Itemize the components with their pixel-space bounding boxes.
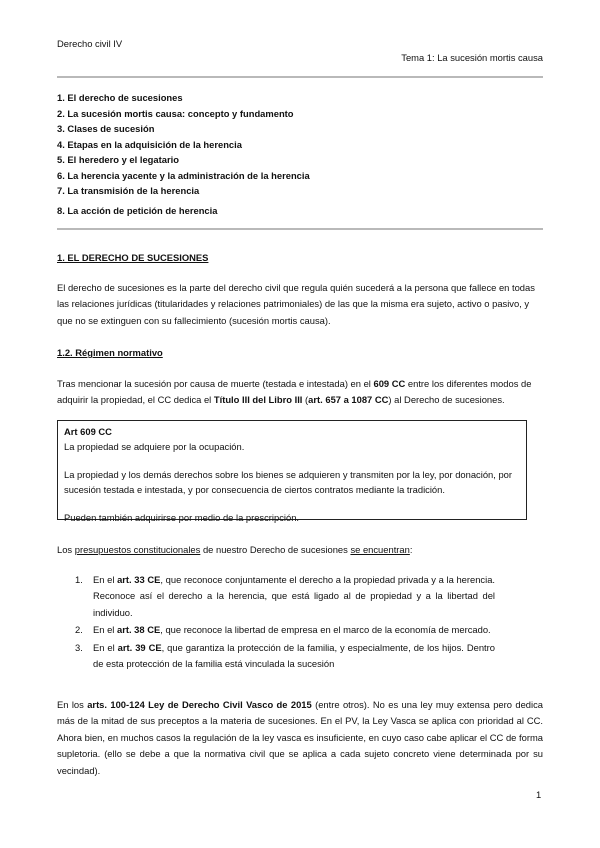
text-run: Tras mencionar la sucesión por causa de muerte (testada e intestada) en el (57, 378, 374, 389)
text-run-bold: Título III del Libro III (213, 394, 303, 406)
text-run: En el (93, 574, 118, 585)
text-run-bold: 609 CC (373, 378, 406, 389)
text-run: Los (57, 544, 75, 555)
subsection-heading: 1.2. Régimen normativo (57, 347, 163, 358)
list-item (75, 622, 495, 638)
quote-title: Art 609 CC (64, 426, 112, 437)
toc-item: 6. La herencia yacente y la administración de la herencia (57, 170, 310, 181)
divider-toc (57, 228, 543, 230)
topic-title: Tema 1: La sucesión mortis causa (401, 52, 543, 63)
text-run-bold: arts. 100-124 Ley de Derecho Civil Vasco de 2015 (87, 699, 312, 710)
text-run-bold: art. 39 CE (117, 641, 162, 653)
text-run: entre los diferentes modos de adquirir la propiedad, el CC dedica el (57, 378, 532, 406)
text-run: (entre otros). No es una ley muy extensa pero dedica más de la mitad de sus preceptos a la materia de sucesiones. En el PV, la Ley Vasca se aplica con prioridad al CC. Ahora bien, en muchos casos la regulación de la ley vasca es insuficiente, en cuyo caso cabe aplicar el CC de forma supletoria. (ello se debe a que la normativa civil que se aplica a cada sujeto concreto viene determinada por su vecindad). (57, 699, 543, 776)
constitutional-list (75, 572, 495, 672)
final-paragraph (57, 697, 543, 779)
course-title: Derecho civil IV (57, 38, 123, 49)
text-run: , que reconoce conjuntamente el derecho a la propiedad privada y a la herencia. Reconoce así el derecho a la herencia, que está ligado al de propiedad y a la libertad del individuo. (93, 574, 496, 618)
quote-line: La propiedad y los demás derechos sobre los bienes se adquieren y transmiten por la ley, por donación, por sucesión testada e intestada, y por consecuencia de ciertos contratos mediante la tradición. (64, 469, 513, 495)
section-paragraph: El derecho de sucesiones es la parte del derecho civil que regula quién sucederá a la persona que fallece en todas las relaciones jurídicas (titularidades y relaciones patrimoniales) de las que la misma era sujeto, activo o pasivo, y que no se extinguen con su fallecimiento (sucesión mortis causa). (57, 282, 535, 326)
text-run: ) al Derecho de sucesiones. (388, 394, 505, 406)
toc-item: 4. Etapas en la adquisición de la herencia (57, 139, 242, 150)
divider-top (57, 76, 543, 78)
toc-item: 8. La acción de petición de herencia (57, 205, 218, 216)
presupuestos-intro (57, 544, 412, 555)
section-heading: 1. EL DERECHO DE SUCESIONES (57, 252, 209, 263)
quote-line: Pueden también adquirirse por medio de la prescripción. (64, 512, 300, 523)
text-run-underlined: presupuestos constitucionales (74, 544, 201, 555)
text-run: En el (93, 624, 117, 636)
toc-item: 1. El derecho de sucesiones (57, 92, 183, 103)
toc-item: 5. El heredero y el legatario (57, 154, 179, 165)
text-run-bold: art. 33 CE (117, 574, 161, 585)
toc-item: 7. La transmisión de la herencia (57, 185, 200, 196)
text-run: de nuestro Derecho de sucesiones (200, 544, 351, 555)
list-item (75, 640, 495, 673)
list-item (75, 572, 495, 621)
page-number: 1 (536, 789, 542, 800)
text-run: : (409, 544, 413, 555)
regimen-paragraph (57, 376, 543, 409)
text-run: En el (93, 641, 118, 653)
text-run-underlined: se encuentran (350, 544, 410, 555)
toc-item: 3. Clases de sucesión (57, 123, 155, 134)
quote-line: La propiedad se adquiere por la ocupación. (64, 440, 245, 452)
list-number: 2. (75, 624, 83, 636)
text-run: En los (57, 699, 88, 710)
text-run: ( (302, 394, 309, 406)
article-quote-box (57, 420, 527, 523)
list-number: 3. (75, 641, 83, 653)
toc-item: 2. La sucesión mortis causa: concepto y fundamento (57, 108, 294, 119)
text-run-bold: art. 657 a 1087 CC (308, 394, 389, 406)
list-number: 1. (75, 574, 83, 585)
text-run-bold: art. 38 CE (116, 624, 161, 636)
text-run: , que reconoce la libertad de empresa en el marco de la economía de mercado. (160, 624, 491, 636)
text-run: , que garantiza la protección de la familia, y especialmente, de los hijos. Dentro de esta protección de la familia está vinculada la sucesión (93, 641, 495, 670)
